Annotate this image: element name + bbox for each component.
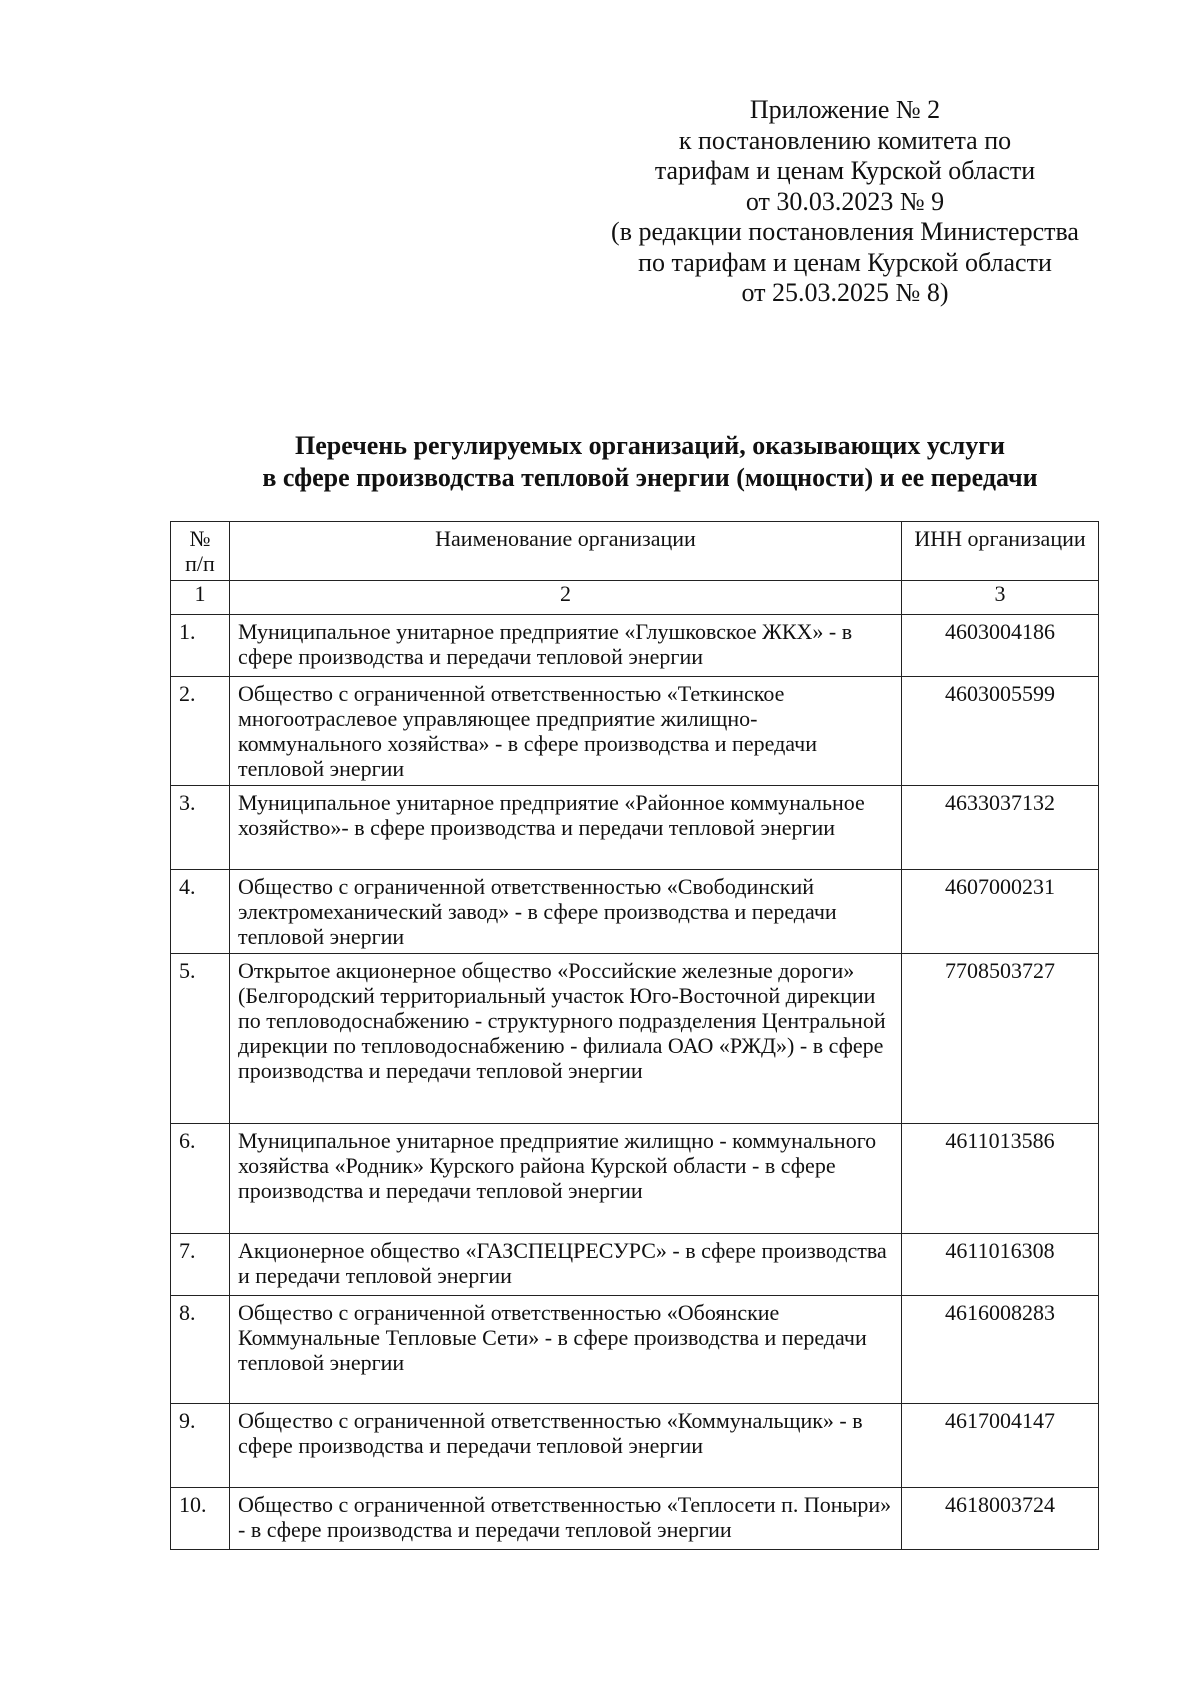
table-header-row — [171, 522, 1099, 581]
table-row — [171, 615, 1099, 677]
document-title — [150, 430, 1150, 494]
table-row — [171, 1234, 1099, 1296]
row-number: 4. — [171, 870, 230, 954]
table-row — [171, 954, 1099, 1124]
row-number: 7. — [171, 1234, 230, 1296]
organization-inn: 4633037132 — [902, 786, 1099, 870]
table-row — [171, 786, 1099, 870]
column-number-row — [171, 581, 1099, 615]
organizations-table — [170, 521, 1099, 1550]
organization-inn: 4603004186 — [902, 615, 1099, 677]
organization-name: Открытое акционерное общество «Российские железные дороги» (Белгородский территориальный участок Юго-Восточной дирекции по тепловодоснабжению - структурного подразделения Центральной дирекции по тепловодоснабжению - филиала ОАО «РЖД») - в сфере производства и передачи тепловой энергии — [230, 954, 902, 1124]
annex-line: к постановлению комитета по — [678, 125, 1012, 155]
header-number: № п/п — [171, 522, 230, 581]
row-number: 5. — [171, 954, 230, 1124]
row-number: 6. — [171, 1124, 230, 1234]
organization-name: Общество с ограниченной ответственностью «Коммунальщик» - в сфере производства и передачи тепловой энергии — [230, 1404, 902, 1488]
organization-inn: 4616008283 — [902, 1296, 1099, 1404]
organization-name: Общество с ограниченной ответственностью «Теткинское многоотраслевое управляющее предприятие жилищно-коммунального хозяйства» - в сфере производства и передачи тепловой энергии — [230, 677, 902, 786]
annex-line: от 30.03.2023 № 9 — [745, 186, 945, 216]
organization-name: Общество с ограниченной ответственностью «Теплосети п. Поныри» - в сфере производства и передачи тепловой энергии — [230, 1488, 902, 1550]
table-row — [171, 870, 1099, 954]
organization-name: Муниципальное унитарное предприятие «Районное коммунальное хозяйство»- в сфере производства и передачи тепловой энергии — [230, 786, 902, 870]
organization-name: Муниципальное унитарное предприятие жилищно - коммунального хозяйства «Родник» Курского района Курской области - в сфере производства и передачи тепловой энергии — [230, 1124, 902, 1234]
organization-inn: 4603005599 — [902, 677, 1099, 786]
title-line-1: Перечень регулируемых организаций, оказывающих услуги — [294, 431, 1006, 460]
organization-inn: 4611016308 — [902, 1234, 1099, 1296]
title-line-2: в сфере производства тепловой энергии (мощности) и ее передачи — [262, 463, 1038, 492]
organization-name: Общество с ограниченной ответственностью «Свободинский электромеханический завод» - в сфере производства и передачи тепловой энергии — [230, 870, 902, 954]
organization-inn: 4617004147 — [902, 1404, 1099, 1488]
row-number: 10. — [171, 1488, 230, 1550]
row-number: 8. — [171, 1296, 230, 1404]
organization-inn: 7708503727 — [902, 954, 1099, 1124]
organization-name: Акционерное общество «ГАЗСПЕЦРЕСУРС» - в сфере производства и передачи тепловой энергии — [230, 1234, 902, 1296]
row-number: 2. — [171, 677, 230, 786]
header-name: Наименование организации — [230, 522, 902, 581]
table-row — [171, 1404, 1099, 1488]
row-number: 9. — [171, 1404, 230, 1488]
annex-line: от 25.03.2025 № 8) — [741, 278, 949, 307]
annex-line: Приложение № 2 — [749, 95, 941, 124]
row-number: 3. — [171, 786, 230, 870]
table-row — [171, 677, 1099, 786]
annex-header — [575, 95, 1115, 309]
organization-name: Общество с ограниченной ответственностью «Обоянские Коммунальные Тепловые Сети» - в сфере производства и передачи тепловой энергии — [230, 1296, 902, 1404]
table-row — [171, 1124, 1099, 1234]
annex-line: (в редакции постановления Министерства — [611, 217, 1079, 246]
header-inn: ИНН организации — [902, 522, 1099, 581]
column-number: 3 — [902, 581, 1099, 615]
column-number: 1 — [171, 581, 230, 615]
organization-inn: 4611013586 — [902, 1124, 1099, 1234]
column-number: 2 — [230, 581, 902, 615]
organization-inn: 4607000231 — [902, 870, 1099, 954]
annex-line: тарифам и ценам Курской области — [654, 156, 1036, 185]
organization-inn: 4618003724 — [902, 1488, 1099, 1550]
table-row — [171, 1488, 1099, 1550]
organization-name: Муниципальное унитарное предприятие «Глушковское ЖКХ» - в сфере производства и передачи тепловой энергии — [230, 615, 902, 677]
table-row — [171, 1296, 1099, 1404]
row-number: 1. — [171, 615, 230, 677]
annex-line: по тарифам и ценам Курской области — [638, 247, 1052, 277]
